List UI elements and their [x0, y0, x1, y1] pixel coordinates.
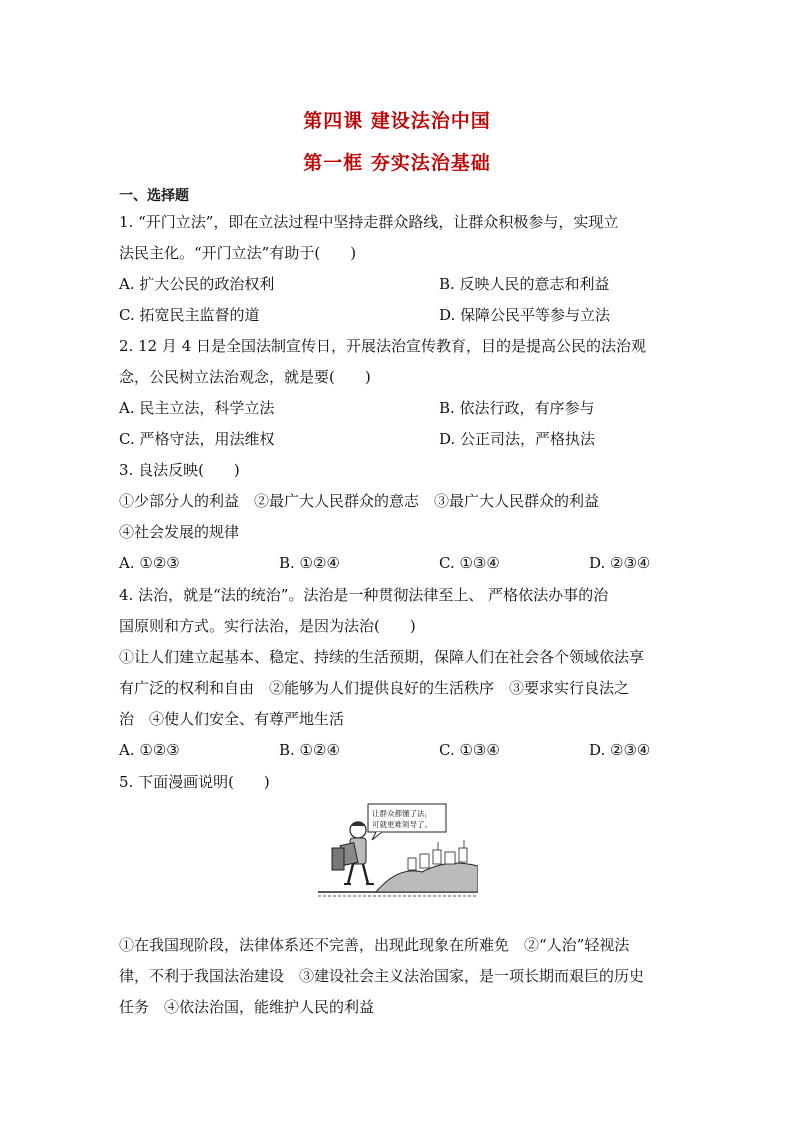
q5-statements-line-1: ①在我国现阶段，法律体系还不完善，出现此现象在所难免 ②“人治”轻视法 — [119, 936, 630, 954]
bubble-text-1: 让群众都懂了法， — [372, 809, 432, 818]
q3-statements-line-2: ④社会发展的规律 — [119, 523, 240, 541]
q1-option-c[interactable]: C. 拓宽民主监督的道 — [119, 306, 260, 324]
q4-stem-line-2: 国原则和方式。实行法治，是因为法治( ) — [119, 617, 416, 635]
q1-option-b[interactable]: B. 反映人民的意志和利益 — [439, 275, 610, 293]
q3-option-d[interactable]: D. ②③④ — [589, 554, 651, 572]
q2-option-a[interactable]: A. 民主立法，科学立法 — [119, 399, 275, 417]
q3-option-a[interactable]: A. ①②③ — [119, 554, 180, 572]
section-heading: 一、选择题 — [119, 188, 189, 204]
q2-option-b[interactable]: B. 依法行政，有序参与 — [439, 399, 595, 417]
q3-option-b[interactable]: B. ①②④ — [279, 554, 340, 572]
q5-statements-line-2: 律，不利于我国法治建设 ③建设社会主义法治国家，是一项长期而艰巨的历史 — [119, 967, 645, 985]
q2-option-d[interactable]: D. 公正司法，严格执法 — [439, 430, 596, 448]
q4-option-a[interactable]: A. ①②③ — [119, 741, 180, 759]
q2-stem-line-2: 念，公民树立法治观念，就是要( ) — [119, 368, 371, 386]
q3-option-c[interactable]: C. ①③④ — [439, 554, 500, 572]
q2-option-c[interactable]: C. 严格守法，用法维权 — [119, 430, 275, 448]
q4-statements-line-1: ①让人们建立起基本、稳定、持续的生活预期，保障人们在社会各个领域依法享 — [119, 648, 645, 666]
q4-option-d[interactable]: D. ②③④ — [589, 741, 651, 759]
lesson-subtitle: 第一框 夯实法治基础 — [303, 152, 491, 174]
q1-option-a[interactable]: A. 扩大公民的政治权利 — [119, 275, 275, 293]
q2-stem-line-1: 2. 12 月 4 日是全国法制宣传日，开展法治宣传教育，目的是提高公民的法治观 — [119, 337, 647, 355]
q1-stem-line-1: 1. “开门立法”，即在立法过程中坚持走群众路线，让群众积极参与，实现立 — [119, 213, 619, 231]
q3-stem: 3. 良法反映( ) — [119, 461, 240, 479]
q1-option-d[interactable]: D. 保障公民平等参与立法 — [439, 306, 611, 324]
q4-stem-line-1: 4. 法治，就是“法的统治”。法治是一种贯彻法律至上、 严格依法办事的治 — [119, 586, 609, 604]
q4-option-b[interactable]: B. ①②④ — [279, 741, 340, 759]
q5-statements-line-3: 任务 ④依法治国，能维护人民的利益 — [119, 998, 375, 1016]
q5-stem: 5. 下面漫画说明( ) — [119, 773, 270, 791]
q4-option-c[interactable]: C. ①③④ — [439, 741, 500, 759]
lesson-title: 第四课 建设法治中国 — [303, 110, 491, 132]
q4-statements-line-2: 有广泛的权利和自由 ②能够为人们提供良好的生活秩序 ③要求实行良法之 — [119, 679, 630, 697]
bubble-text-2: 可就更难领导了。 — [372, 820, 432, 829]
cartoon-image — [318, 800, 478, 900]
q4-statements-line-3: 治 ④使人们安全、有尊严地生活 — [119, 710, 345, 728]
q1-stem-line-2: 法民主化。“开门立法”有助于( ) — [119, 244, 357, 262]
q3-statements-line-1: ①少部分人的利益 ②最广大人民群众的意志 ③最广大人民群众的利益 — [119, 492, 600, 510]
